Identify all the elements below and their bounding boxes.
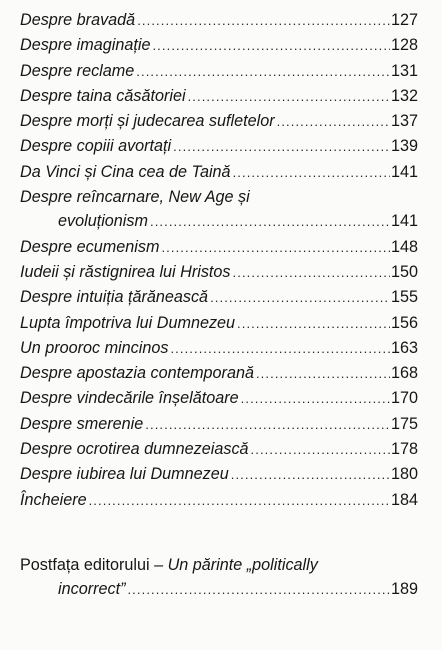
toc-entry-page: 189 [390,580,418,599]
dot-leader [137,9,390,33]
toc-entry-page: 184 [390,490,418,509]
dot-leader [241,387,390,411]
toc-entry [20,84,418,109]
dot-leader [136,60,390,84]
toc-entry-title: Despre ocrotirea dumnezeiască [20,440,249,459]
toc-entry-title: Lupta împotriva lui Dumnezeu [20,313,236,332]
toc-entry-page: 141 [390,162,418,181]
dot-leader [233,261,390,285]
toc-entry [20,235,418,260]
toc-entry-title: Despre smerenie [20,414,144,433]
dot-leader [173,135,390,159]
toc-entry [20,33,418,58]
toc-entry-title: Despre apostazia contemporană [20,364,254,383]
toc-entry [20,437,418,462]
dot-leader [251,438,390,462]
toc-entry [20,8,418,33]
dot-leader [237,312,390,336]
dot-leader [188,85,390,109]
toc-entry-title: Iudeii și răstignirea lui Hristos [20,262,231,281]
toc-entry-title: Un prooroc mincinos [20,338,169,357]
toc-entry-title: Încheiere [20,490,87,509]
toc-entry-page: 141 [390,212,418,231]
postface-prefix: Postfața editorului – [20,555,168,574]
dot-leader [150,210,390,234]
toc-entry [20,336,418,361]
toc-entry-page: 155 [390,288,418,307]
toc-entry [20,134,418,159]
dot-leader [170,337,390,361]
toc-entry [20,488,418,513]
toc-entry-title: Despre iubirea lui Dumnezeu [20,465,229,484]
toc-entry-page: 127 [390,11,418,29]
toc-entry-title: Despre copiii avortați [20,137,172,156]
toc-entry-title-line2: evoluționism [58,212,148,231]
postface-title-line1: Un părinte „politically [167,555,318,574]
toc-entry-title: Da Vinci și Cina cea de Taină [20,162,231,181]
dot-leader [127,578,390,602]
toc-entry [20,311,418,336]
toc-entry-title: Despre ecumenism [20,237,160,256]
toc-entry-title: Despre reclame [20,61,135,80]
toc-entry [20,260,418,285]
toc-entry-page: 170 [390,389,418,408]
toc-entry [20,285,418,310]
toc-entry-title: Despre vindecările înșelătoare [20,389,239,408]
toc-entry-title: Despre taina căsătoriei [20,86,186,105]
toc-entry-title: Despre bravadă [20,11,136,29]
toc-entry-page: 131 [390,61,418,80]
toc-entry [20,361,418,386]
toc-entry-page: 163 [390,338,418,357]
toc-entry-page: 137 [390,112,418,131]
dot-leader [277,110,390,134]
toc-entry-page: 156 [390,313,418,332]
postface-entry [20,553,418,603]
dot-leader [89,489,390,513]
dot-leader [256,362,390,386]
toc-entry [20,109,418,134]
toc-entry [20,59,418,84]
toc-entry-title-line1: Despre reîncarnare, New Age și [20,188,250,207]
table-of-contents [20,8,418,603]
postface-title-line2: incorrect” [58,580,126,599]
toc-entry-title: Despre imaginație [20,36,151,55]
toc-entry-page: 139 [390,137,418,156]
toc-entry-page: 168 [390,364,418,383]
toc-entry-page: 132 [390,86,418,105]
toc-entry-page: 148 [390,237,418,256]
toc-entry-page: 178 [390,440,418,459]
dot-leader [210,286,390,310]
postface-line1 [20,553,418,577]
dot-leader [145,413,390,437]
toc-entry-title: Despre morți și judecarea sufletelor [20,112,275,131]
dot-leader [152,34,390,58]
toc-entry [20,160,418,185]
toc-entry [20,412,418,437]
toc-entry [20,462,418,487]
dot-leader [231,463,390,487]
toc-entry-page: 150 [390,262,418,281]
toc-entry [20,209,418,234]
toc-entry-title: Despre intuiția țărănească [20,288,209,307]
dot-leader [161,236,390,260]
toc-entry-page: 175 [390,414,418,433]
toc-entry-page: 128 [390,36,418,55]
dot-leader [233,161,390,185]
toc-entry-page: 180 [390,465,418,484]
toc-entry [20,386,418,411]
toc-entry [20,577,418,602]
